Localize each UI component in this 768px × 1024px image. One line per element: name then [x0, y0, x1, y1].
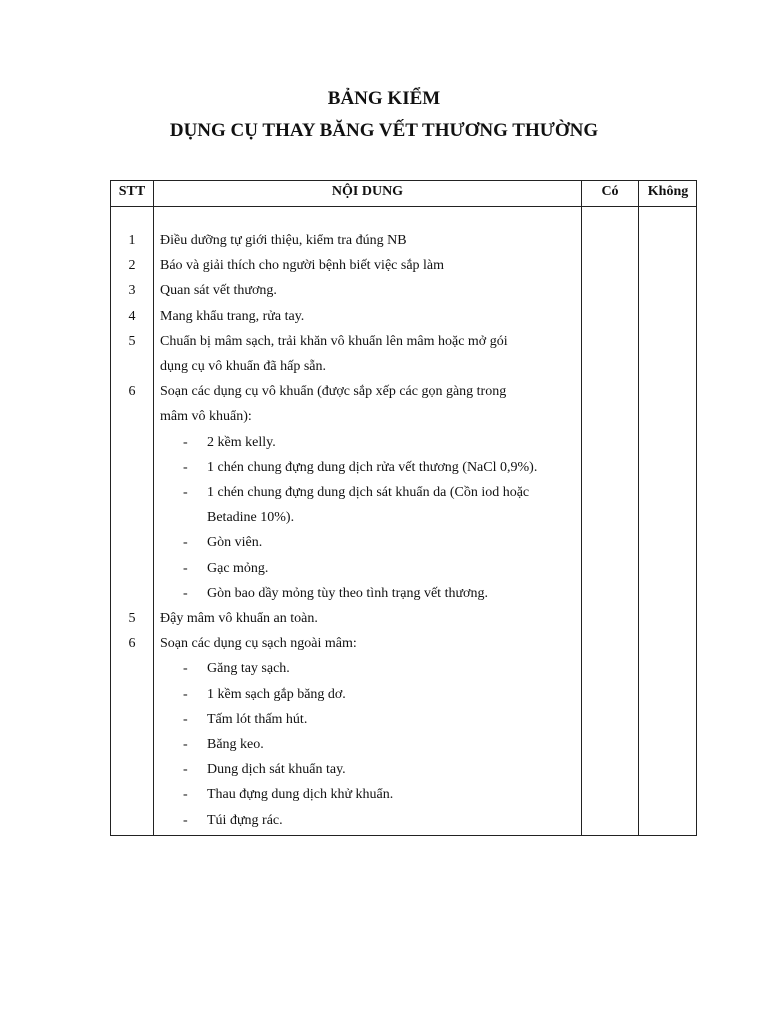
- list-item: Túi đựng rác.: [207, 812, 283, 828]
- list-item: 1 chén chung đựng dung dịch sát khuẩn da (Cồn iod hoặc: [207, 485, 530, 500]
- list-item: Tấm lót thấm hút.: [207, 711, 308, 727]
- table-row: [111, 606, 698, 631]
- header-no: Không: [647, 184, 689, 199]
- list-item: Gạc mỏng.: [207, 560, 269, 576]
- list-bullet: -: [183, 812, 188, 828]
- table-row: [111, 304, 698, 329]
- table-row: [111, 556, 698, 581]
- row-text: Chuẩn bị mâm sạch, trải khăn vô khuẩn lên mâm hoặc mở gói: [160, 333, 508, 349]
- table-row: [111, 430, 698, 455]
- row-text: Đậy mâm vô khuẩn an toàn.: [160, 611, 318, 626]
- row-text: Báo và giải thích cho người bệnh biết việc sắp làm: [160, 258, 445, 274]
- list-bullet: -: [183, 711, 188, 727]
- row-number: 1: [128, 233, 136, 248]
- list-bullet: -: [183, 661, 188, 677]
- row-text: mâm vô khuẩn):: [160, 409, 252, 425]
- table-row: [111, 631, 698, 656]
- table-row: [111, 329, 698, 354]
- list-item: Găng tay sạch.: [207, 661, 290, 677]
- header-stt: STT: [118, 184, 146, 199]
- table-row: [111, 707, 698, 732]
- table-row: [111, 379, 698, 404]
- row-number: 5: [128, 611, 136, 626]
- list-bullet: -: [183, 535, 188, 551]
- table-row: [111, 505, 698, 530]
- list-bullet: -: [183, 434, 188, 450]
- header-divider: [111, 206, 696, 207]
- list-bullet: -: [183, 737, 188, 752]
- list-item: 2 kềm kelly.: [207, 434, 276, 450]
- row-number: 2: [128, 258, 136, 274]
- table-row: [111, 253, 698, 278]
- row-number: 6: [128, 384, 136, 400]
- row-number: 4: [128, 308, 136, 324]
- table-row: [111, 480, 698, 505]
- list-bullet: -: [183, 560, 188, 576]
- list-item: Thau đựng dung dịch khử khuẩn.: [207, 787, 394, 803]
- row-text: Mang khẩu trang, rửa tay.: [160, 308, 305, 324]
- document-subtitle: DỤNG CỤ THAY BĂNG VẾT THƯƠNG THƯỜNG: [169, 120, 599, 141]
- row-number: 6: [128, 636, 136, 652]
- header-yes: Có: [601, 184, 619, 199]
- table-row: [111, 757, 698, 782]
- table-row: [111, 455, 698, 480]
- row-number: 5: [128, 333, 136, 349]
- table-row: [111, 530, 698, 555]
- list-item: 1 chén chung đựng dung dịch rửa vết thương (NaCl 0,9%).: [207, 459, 538, 475]
- row-text: Điều dưỡng tự giới thiệu, kiểm tra đúng NB: [160, 233, 407, 248]
- table-row: [111, 808, 698, 833]
- row-number: 3: [128, 283, 136, 299]
- table-row: [111, 278, 698, 303]
- list-bullet: -: [183, 485, 188, 500]
- list-item-continuation: Betadine 10%).: [207, 510, 295, 526]
- header-content: NỘI DUNG: [331, 184, 404, 199]
- table-row: [111, 228, 698, 253]
- table-row: [111, 354, 698, 379]
- list-bullet: -: [183, 787, 188, 803]
- row-text: Soạn các dụng cụ sạch ngoài mâm:: [160, 636, 357, 652]
- row-text: dụng cụ vô khuẩn đã hấp sẵn.: [160, 359, 327, 374]
- table-row: [111, 732, 698, 757]
- table-row: [111, 782, 698, 807]
- list-bullet: -: [183, 686, 188, 702]
- row-text: Soạn các dụng cụ vô khuẩn (được sắp xếp các gọn gàng trong: [160, 384, 507, 400]
- list-bullet: -: [183, 762, 188, 778]
- table-row: [111, 404, 698, 429]
- table-row: [111, 656, 698, 681]
- list-item: Gòn viên.: [207, 535, 263, 551]
- table-row: [111, 682, 698, 707]
- document-title: BẢNG KIỂM: [327, 88, 441, 109]
- list-item: Dung dịch sát khuẩn tay.: [207, 762, 346, 778]
- list-item: 1 kềm sạch gắp băng dơ.: [207, 686, 346, 702]
- list-bullet: -: [183, 585, 188, 601]
- checklist-table: [110, 180, 697, 836]
- list-item: Băng keo.: [207, 737, 264, 752]
- table-row: [111, 581, 698, 606]
- row-text: Quan sát vết thương.: [160, 283, 277, 299]
- list-item: Gòn bao dầy mỏng tùy theo tình trạng vết thương.: [207, 585, 488, 601]
- list-bullet: -: [183, 459, 188, 475]
